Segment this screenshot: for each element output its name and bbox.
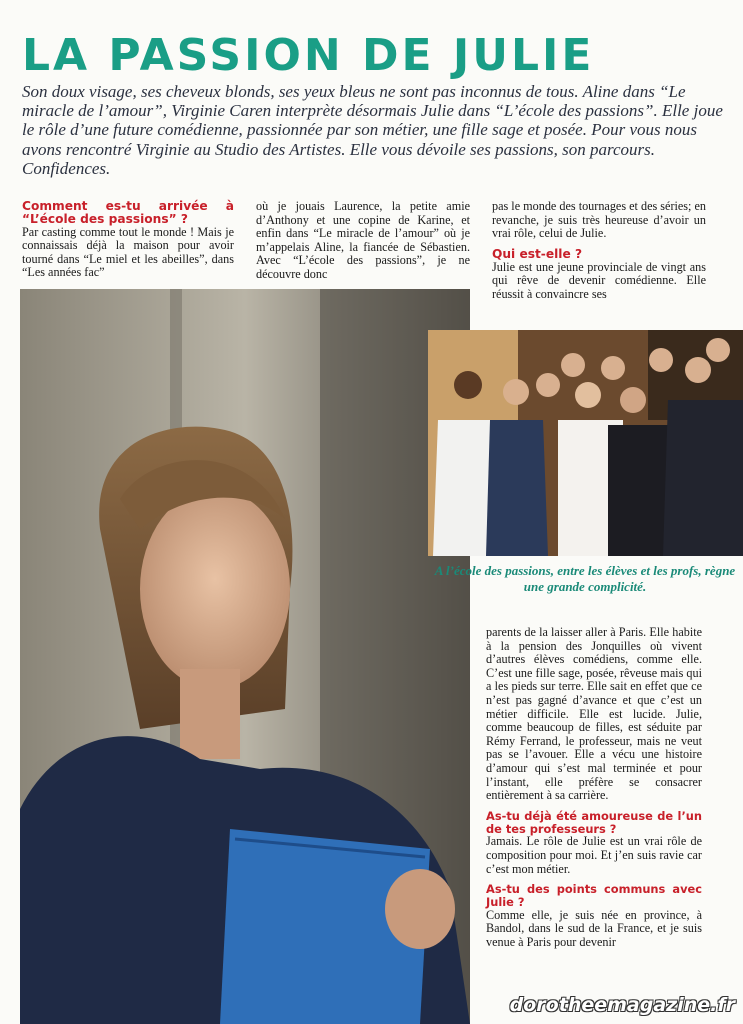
- question-heading: As-tu déjà été amoureuse de l’un de tes professeurs ?: [486, 808, 702, 836]
- question-heading: Qui est-elle ?: [492, 246, 583, 261]
- question-heading: As-tu des points communs avec Julie ?: [486, 882, 702, 909]
- answer-text: parents de la laisser aller à Paris. Elle habite à la pension des Jonquilles où vivent d’autres élèves comédiens, comme elle. C’est une fille sage, posée, rêveuse mais qui a les pieds sur terre. Elle sait en effet que ce n’est pas gagné d’avance et que c’est un métier difficile. Elle est lucide. Julie, comme beaucoup de filles, est séduite par Rémy Ferrand, le professeur, mais ne veut pas se l’avouer. Elle a vécu une histoire d’amour qui s’est mal terminée et pour l’instant, elle préfère se consacrer entièrement à sa carrière.: [486, 625, 702, 803]
- column-3: [492, 200, 706, 301]
- photo-caption: A l’école des passions, entre les élèves et les profs, règne une grande complicité.: [434, 563, 736, 594]
- article-intro: Son doux visage, ses cheveux blonds, ses yeux bleus ne sont pas inconnus de tous. Aline dans “Le miracle de l’amour”, Virginie Caren interprète désormais Julie dans “L’école des passions”. Elle joue le rôle d’une future comédienne, passionnée par son métier, une fille sage et posée. Pour vous nous avons rencontré Virginie au Studio des Artistes. Elle vous dévoile ses passions, son parcours. Confidences.: [22, 82, 723, 178]
- answer-text: où je jouais Laurence, la petite amie d’Anthony et une copine de Karine, et enfin dans “Le miracle de l’amour” où je m’appelais Aline, la fiancée de Sébastien. Avec “L’école des passions”, je ne découvre donc: [256, 199, 470, 281]
- answer-text: Comme elle, je suis née en province, à Bandol, dans le sud de la France, et je suis venue à Paris pour devenir: [486, 907, 702, 949]
- site-watermark: dorotheemagazine.fr: [509, 994, 735, 1016]
- portrait-photo: [20, 289, 470, 1024]
- answer-text: Julie est une jeune provinciale de vingt ans qui rêve de devenir comédienne. Elle réussit à convaincre ses: [492, 259, 706, 301]
- group-photo: [428, 330, 743, 556]
- column-2: [256, 200, 470, 282]
- question-heading: Comment es-tu arrivée à “L’école des passions” ?: [22, 199, 234, 226]
- answer-text: Par casting comme tout le monde ! Mais je connaissais déjà la maison pour avoir tourné dans “Le miel et les abeilles”, dans “Les années fac”: [22, 224, 234, 280]
- answer-text: pas le monde des tournages et des séries; en revanche, je suis très heureuse d’avoir un vrai rôle, celui de Julie.: [492, 199, 706, 241]
- column-1: [22, 200, 234, 280]
- column-4: [486, 626, 702, 949]
- article-title: LA PASSION DE JULIE: [22, 30, 595, 81]
- answer-text: Jamais. Le rôle de Julie est un vrai rôle de composition pour moi. Et j’en suis ravie car c’est mon métier.: [486, 834, 702, 876]
